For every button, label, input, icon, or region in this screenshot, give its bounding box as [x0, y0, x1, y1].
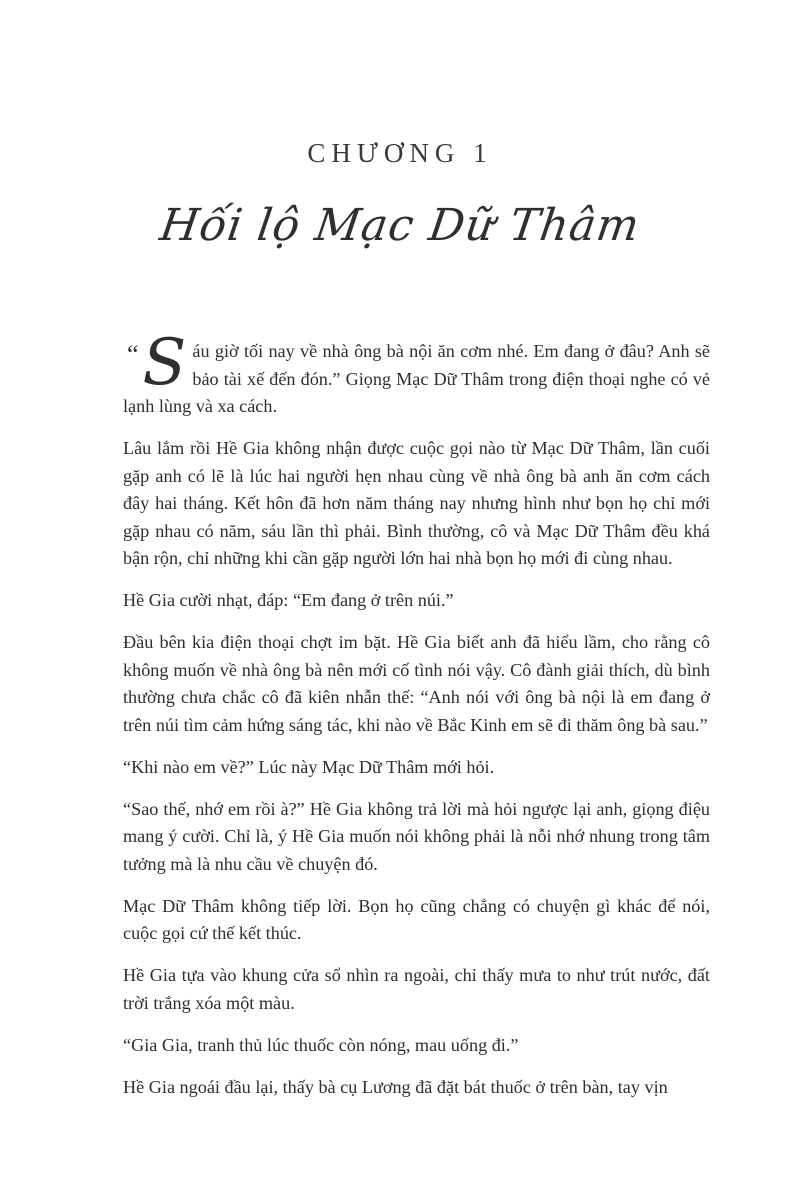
- paragraph-4: Đầu bên kia điện thoại chợt im bặt. Hề Gia biết anh đã hiểu lầm, cho rằng cô không muốn về nhà ông bà nên mới cố tình nói vậy. Cô đành giải thích, dù bình thường chưa chắc cô đã kiên nhẫn thế: “Anh nói với ông bà nội là em đang ở trên núi tìm cảm hứng sáng tác, khi nào về Bắc Kinh em sẽ đi thăm ông bà sau.”: [123, 632, 710, 735]
- paragraph-2: Lâu lắm rồi Hề Gia không nhận được cuộc gọi nào từ Mạc Dữ Thâm, lần cuối gặp anh có lẽ là lúc hai người hẹn nhau cùng về nhà ông bà anh ăn cơm cách đây hai tháng. Kết hôn đã hơn năm tháng nay nhưng hình như bọn họ chỉ mới gặp nhau có năm, sáu lần thì phải. Bình thường, cô và Mạc Dữ Thâm đều khá bận rộn, chỉ những khi cần gặp người lớn hai nhà bọn họ mới đi cùng nhau.: [123, 438, 710, 568]
- drop-cap: S: [142, 326, 187, 400]
- paragraph-1-text: áu giờ tối nay về nhà ông bà nội ăn cơm nhé. Em đang ở đâu? Anh sẽ bảo tài xế đến đón.” Giọng Mạc Dữ Thâm trong điện thoại nghe có vẻ lạnh lùng và xa cách.: [123, 341, 710, 416]
- chapter-label: CHƯƠNG 1: [307, 138, 493, 168]
- paragraph-5: “Khi nào em về?” Lúc này Mạc Dữ Thâm mới hỏi.: [123, 756, 495, 777]
- chapter-title: Hối lộ Mạc Dữ Thâm: [156, 200, 644, 251]
- paragraph-10: Hề Gia ngoái đầu lại, thấy bà cụ Lương đã đặt bát thuốc ở trên bàn, tay vịn: [123, 1076, 668, 1097]
- opening-quote-mark: “: [127, 340, 139, 369]
- paragraph-3: Hề Gia cười nhạt, đáp: “Em đang ở trên núi.”: [123, 590, 454, 610]
- chapter-body: [123, 326, 710, 1116]
- paragraph-7: Mạc Dữ Thâm không tiếp lời. Bọn họ cũng chẳng có chuyện gì khác để nói, cuộc gọi cứ thế kết thúc.: [123, 895, 710, 943]
- paragraph-8: Hề Gia tựa vào khung cửa sổ nhìn ra ngoài, chỉ thấy mưa to như trút nước, đất trời trắng xóa một màu.: [123, 965, 710, 1013]
- paragraph-9: “Gia Gia, tranh thủ lúc thuốc còn nóng, mau uống đi.”: [123, 1034, 519, 1055]
- paragraph-1: [123, 326, 710, 421]
- paragraph-6: “Sao thế, nhớ em rồi à?” Hề Gia không trả lời mà hỏi ngược lại anh, giọng điệu mang ý cười. Chỉ là, ý Hề Gia muốn nói không phải là nỗi nhớ nhung trong tâm tưởng mà là nhu cầu về chuyện đó.: [123, 798, 710, 874]
